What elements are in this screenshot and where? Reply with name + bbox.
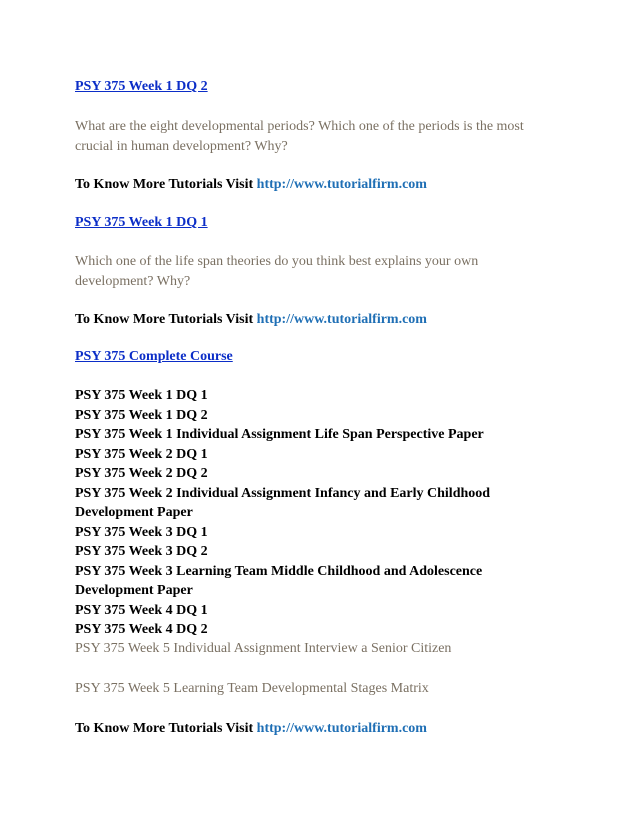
question-line: Which one of the life span theories do you think best explains your own bbox=[75, 254, 479, 269]
list-item: Development Paper bbox=[75, 505, 193, 520]
visit-label: To Know More Tutorials Visit bbox=[75, 312, 257, 327]
complete-course-heading[interactable] bbox=[75, 347, 575, 367]
visit-label: To Know More Tutorials Visit bbox=[75, 721, 257, 736]
visit-url-link[interactable]: http://www.tutorialfirm.com bbox=[256, 312, 427, 327]
week1-dq2-link[interactable]: PSY 375 Week 1 DQ 2 bbox=[75, 79, 208, 94]
list-item: PSY 375 Week 4 DQ 2 bbox=[75, 622, 208, 637]
section-1-question bbox=[75, 117, 575, 156]
visit-label: To Know More Tutorials Visit bbox=[75, 177, 257, 192]
section-2-heading[interactable] bbox=[75, 213, 575, 233]
list-item: PSY 375 Week 3 DQ 2 bbox=[75, 544, 208, 559]
course-list bbox=[75, 386, 595, 640]
question-line: development? Why? bbox=[75, 273, 191, 289]
visit-url-link[interactable]: http://www.tutorialfirm.com bbox=[256, 721, 427, 736]
complete-course-link[interactable]: PSY 375 Complete Course bbox=[75, 349, 233, 364]
section-1-heading[interactable] bbox=[75, 77, 575, 97]
list-item: PSY 375 Week 5 Learning Team Developmental Stages Matrix bbox=[75, 681, 429, 696]
list-item: Development Paper bbox=[75, 583, 193, 598]
list-item: PSY 375 Week 1 Individual Assignment Life Span Perspective Paper bbox=[75, 427, 484, 442]
list-item: PSY 375 Week 3 DQ 1 bbox=[75, 524, 208, 540]
list-item: PSY 375 Week 3 Learning Team Middle Childhood and Adolescence bbox=[75, 563, 483, 579]
visit-line-1 bbox=[75, 175, 575, 195]
question-line: What are the eight developmental periods? Which one of the periods is the most bbox=[75, 119, 524, 134]
visit-url-link[interactable]: http://www.tutorialfirm.com bbox=[256, 177, 427, 192]
week1-dq1-link[interactable]: PSY 375 Week 1 DQ 1 bbox=[75, 215, 208, 230]
week5-individual-item bbox=[75, 639, 575, 659]
list-item: PSY 375 Week 2 Individual Assignment Infancy and Early Childhood bbox=[75, 485, 491, 501]
list-item: PSY 375 Week 4 DQ 1 bbox=[75, 602, 208, 618]
visit-line-2 bbox=[75, 310, 575, 330]
visit-line-3 bbox=[75, 719, 575, 739]
section-2-question bbox=[75, 252, 575, 291]
list-item: PSY 375 Week 5 Individual Assignment Interview a Senior Citizen bbox=[75, 641, 452, 656]
list-item: PSY 375 Week 1 DQ 2 bbox=[75, 407, 208, 423]
list-item: PSY 375 Week 1 DQ 1 bbox=[75, 388, 208, 403]
list-item: PSY 375 Week 2 DQ 2 bbox=[75, 466, 208, 481]
list-item: PSY 375 Week 2 DQ 1 bbox=[75, 446, 208, 462]
question-line: crucial in human development? Why? bbox=[75, 138, 288, 154]
week5-team-item bbox=[75, 679, 575, 699]
